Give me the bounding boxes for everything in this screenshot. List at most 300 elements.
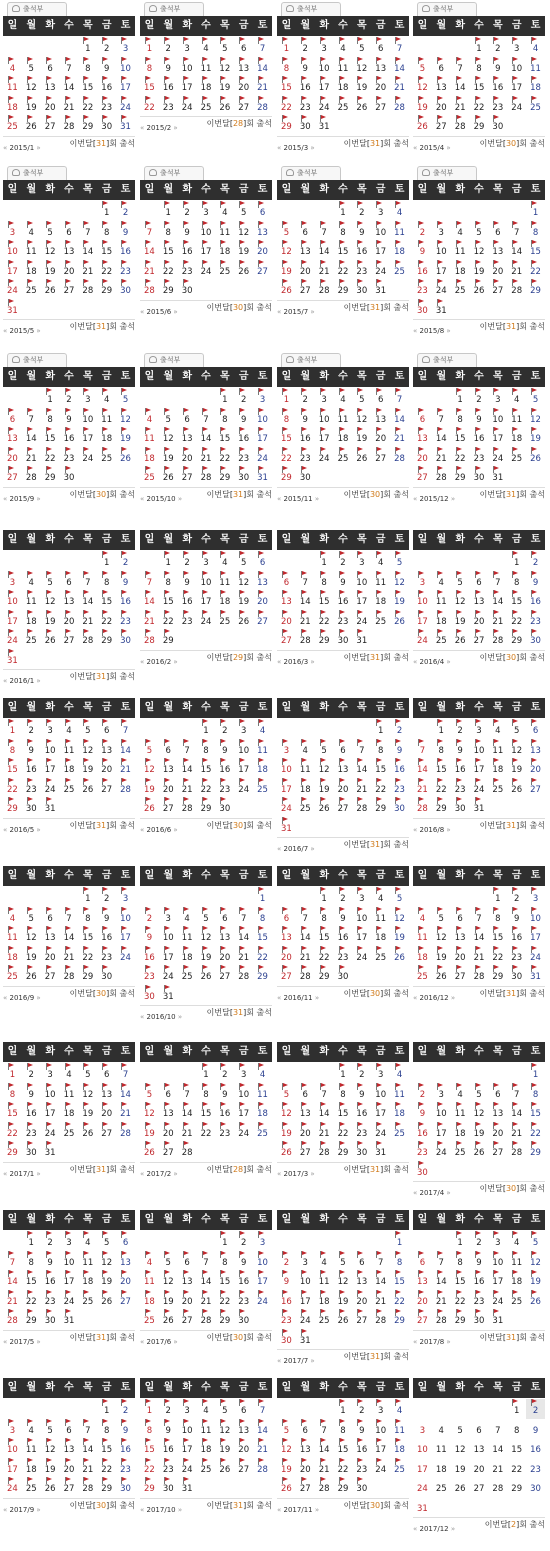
day-cell[interactable] [390,739,409,759]
day-cell[interactable] [526,610,545,630]
day-cell[interactable] [470,221,489,241]
day-cell[interactable] [253,240,272,260]
day-cell[interactable] [253,739,272,759]
day-cell[interactable] [3,1083,22,1103]
day-cell[interactable] [526,1419,545,1439]
day-cell[interactable] [432,1458,451,1478]
day-cell[interactable] [352,1102,371,1122]
day-cell[interactable] [215,1251,234,1271]
prev-month-icon[interactable]: « [140,307,147,316]
day-cell[interactable] [197,590,216,610]
next-month-icon[interactable]: » [444,327,451,335]
day-cell[interactable] [116,926,135,946]
day-cell[interactable] [3,447,22,467]
day-cell[interactable] [334,37,353,57]
day-cell[interactable] [60,1270,79,1290]
day-cell[interactable] [159,1102,178,1122]
day-cell[interactable] [97,629,116,649]
prev-month-icon[interactable]: « [140,1505,147,1514]
day-cell[interactable] [315,1270,334,1290]
day-cell[interactable] [371,57,390,77]
day-cell[interactable] [78,1231,97,1251]
day-cell[interactable] [507,1399,526,1419]
day-cell[interactable] [22,447,41,467]
prev-month-icon[interactable]: « [140,124,147,132]
day-cell[interactable] [352,571,371,591]
day-cell[interactable] [390,1419,409,1439]
day-cell[interactable] [116,1419,135,1439]
day-cell[interactable] [352,1309,371,1329]
day-cell[interactable] [253,719,272,739]
day-cell[interactable] [60,610,79,630]
day-cell[interactable] [451,260,470,280]
day-cell[interactable] [432,907,451,927]
day-cell[interactable] [315,1141,334,1161]
day-cell[interactable] [451,388,470,408]
day-cell[interactable] [470,719,489,739]
attendance-tab[interactable] [417,2,477,16]
day-cell[interactable] [97,447,116,467]
day-cell[interactable] [352,240,371,260]
day-cell[interactable] [507,629,526,649]
day-cell[interactable] [277,965,296,985]
day-cell[interactable] [253,887,272,907]
day-cell[interactable] [451,1477,470,1497]
day-cell[interactable] [488,115,507,135]
day-cell[interactable] [41,1477,60,1497]
day-cell[interactable] [432,1102,451,1122]
day-cell[interactable] [352,279,371,299]
day-cell[interactable] [390,719,409,739]
day-cell[interactable] [315,739,334,759]
day-cell[interactable] [22,778,41,798]
day-cell[interactable] [277,758,296,778]
day-cell[interactable] [215,96,234,116]
day-cell[interactable] [234,965,253,985]
day-cell[interactable] [197,1102,216,1122]
day-cell[interactable] [22,96,41,116]
day-cell[interactable] [60,388,79,408]
day-cell[interactable] [296,1458,315,1478]
day-cell[interactable] [296,778,315,798]
day-cell[interactable] [22,1102,41,1122]
day-cell[interactable] [315,571,334,591]
day-cell[interactable] [116,758,135,778]
day-cell[interactable] [488,719,507,739]
day-cell[interactable] [159,1419,178,1439]
day-cell[interactable] [140,57,159,77]
day-cell[interactable] [488,388,507,408]
day-cell[interactable] [470,1419,489,1439]
day-cell[interactable] [277,590,296,610]
day-cell[interactable] [390,610,409,630]
day-cell[interactable] [470,57,489,77]
day-cell[interactable] [234,1458,253,1478]
day-cell[interactable] [315,427,334,447]
day-cell[interactable] [334,797,353,817]
day-cell[interactable] [296,1270,315,1290]
day-cell[interactable] [432,1122,451,1142]
day-cell[interactable] [178,96,197,116]
day-cell[interactable] [352,221,371,241]
day-cell[interactable] [526,778,545,798]
day-cell[interactable] [234,57,253,77]
day-cell[interactable] [197,57,216,77]
day-cell[interactable] [159,1270,178,1290]
day-cell[interactable] [413,1083,432,1103]
day-cell[interactable] [334,76,353,96]
day-cell[interactable] [315,447,334,467]
day-cell[interactable] [178,1141,197,1161]
day-cell[interactable] [97,1083,116,1103]
day-cell[interactable] [371,1270,390,1290]
day-cell[interactable] [470,629,489,649]
day-cell[interactable] [334,1083,353,1103]
day-cell[interactable] [234,260,253,280]
day-cell[interactable] [97,240,116,260]
day-cell[interactable] [116,946,135,966]
day-cell[interactable] [234,427,253,447]
day-cell[interactable] [451,76,470,96]
day-cell[interactable] [60,719,79,739]
day-cell[interactable] [197,551,216,571]
day-cell[interactable] [234,946,253,966]
day-cell[interactable] [253,1122,272,1142]
day-cell[interactable] [526,279,545,299]
day-cell[interactable] [413,221,432,241]
day-cell[interactable] [215,778,234,798]
day-cell[interactable] [526,965,545,985]
day-cell[interactable] [215,1290,234,1310]
day-cell[interactable] [352,447,371,467]
day-cell[interactable] [215,965,234,985]
day-cell[interactable] [3,1419,22,1439]
day-cell[interactable] [334,1399,353,1419]
day-cell[interactable] [140,778,159,798]
day-cell[interactable] [3,719,22,739]
day-cell[interactable] [488,1419,507,1439]
day-cell[interactable] [413,1419,432,1439]
day-cell[interactable] [526,388,545,408]
day-cell[interactable] [234,926,253,946]
day-cell[interactable] [97,926,116,946]
day-cell[interactable] [451,96,470,116]
day-cell[interactable] [334,1290,353,1310]
day-cell[interactable] [277,1329,296,1349]
day-cell[interactable] [352,926,371,946]
day-cell[interactable] [78,57,97,77]
day-cell[interactable] [315,408,334,428]
day-cell[interactable] [3,739,22,759]
day-cell[interactable] [526,758,545,778]
day-cell[interactable] [488,1270,507,1290]
day-cell[interactable] [413,907,432,927]
day-cell[interactable] [277,279,296,299]
day-cell[interactable] [315,1438,334,1458]
day-cell[interactable] [277,817,296,837]
next-month-icon[interactable]: » [312,494,320,503]
day-cell[interactable] [371,1399,390,1419]
day-cell[interactable] [432,466,451,486]
day-cell[interactable] [116,907,135,927]
day-cell[interactable] [197,1309,216,1329]
day-cell[interactable] [60,739,79,759]
next-month-icon[interactable]: » [171,307,178,316]
day-cell[interactable] [3,946,22,966]
day-cell[interactable] [41,1122,60,1142]
day-cell[interactable] [234,1102,253,1122]
day-cell[interactable] [197,610,216,630]
day-cell[interactable] [97,1231,116,1251]
day-cell[interactable] [22,758,41,778]
day-cell[interactable] [277,907,296,927]
day-cell[interactable] [432,447,451,467]
prev-month-icon[interactable]: « [413,143,420,152]
day-cell[interactable] [159,279,178,299]
day-cell[interactable] [334,1270,353,1290]
day-cell[interactable] [507,279,526,299]
day-cell[interactable] [526,739,545,759]
day-cell[interactable] [140,447,159,467]
day-cell[interactable] [116,887,135,907]
day-cell[interactable] [215,1231,234,1251]
next-month-icon[interactable]: » [171,1337,178,1346]
day-cell[interactable] [140,1251,159,1271]
day-cell[interactable] [277,1270,296,1290]
day-cell[interactable] [22,1141,41,1161]
day-cell[interactable] [488,1477,507,1497]
day-cell[interactable] [488,590,507,610]
day-cell[interactable] [78,1438,97,1458]
day-cell[interactable] [413,758,432,778]
next-month-icon[interactable]: » [448,1525,456,1533]
day-cell[interactable] [22,571,41,591]
day-cell[interactable] [507,926,526,946]
day-cell[interactable] [413,279,432,299]
day-cell[interactable] [277,76,296,96]
day-cell[interactable] [78,590,97,610]
day-cell[interactable] [390,797,409,817]
day-cell[interactable] [140,797,159,817]
day-cell[interactable] [253,778,272,798]
day-cell[interactable] [277,1438,296,1458]
day-cell[interactable] [140,1102,159,1122]
day-cell[interactable] [526,571,545,591]
day-cell[interactable] [296,76,315,96]
day-cell[interactable] [215,946,234,966]
day-cell[interactable] [159,427,178,447]
day-cell[interactable] [22,57,41,77]
day-cell[interactable] [488,76,507,96]
day-cell[interactable] [41,758,60,778]
day-cell[interactable] [432,1083,451,1103]
day-cell[interactable] [22,610,41,630]
day-cell[interactable] [507,447,526,467]
day-cell[interactable] [390,57,409,77]
day-cell[interactable] [116,778,135,798]
day-cell[interactable] [371,1083,390,1103]
day-cell[interactable] [140,946,159,966]
day-cell[interactable] [334,739,353,759]
day-cell[interactable] [352,1063,371,1083]
day-cell[interactable] [352,201,371,221]
day-cell[interactable] [159,96,178,116]
day-cell[interactable] [371,946,390,966]
day-cell[interactable] [334,629,353,649]
day-cell[interactable] [488,240,507,260]
day-cell[interactable] [197,719,216,739]
day-cell[interactable] [315,887,334,907]
day-cell[interactable] [178,1419,197,1439]
day-cell[interactable] [371,739,390,759]
day-cell[interactable] [215,1419,234,1439]
day-cell[interactable] [253,466,272,486]
day-cell[interactable] [371,571,390,591]
day-cell[interactable] [526,1399,545,1419]
day-cell[interactable] [234,551,253,571]
day-cell[interactable] [253,221,272,241]
day-cell[interactable] [97,115,116,135]
day-cell[interactable] [60,907,79,927]
attendance-tab[interactable] [417,353,477,367]
day-cell[interactable] [178,221,197,241]
day-cell[interactable] [526,1438,545,1458]
day-cell[interactable] [334,201,353,221]
day-cell[interactable] [507,1290,526,1310]
day-cell[interactable] [488,758,507,778]
day-cell[interactable] [215,1399,234,1419]
day-cell[interactable] [78,1102,97,1122]
day-cell[interactable] [140,985,159,1005]
day-cell[interactable] [197,1122,216,1142]
day-cell[interactable] [432,427,451,447]
day-cell[interactable] [22,408,41,428]
day-cell[interactable] [253,1290,272,1310]
day-cell[interactable] [451,719,470,739]
day-cell[interactable] [116,1122,135,1142]
day-cell[interactable] [315,797,334,817]
day-cell[interactable] [488,466,507,486]
day-cell[interactable] [253,260,272,280]
day-cell[interactable] [78,221,97,241]
day-cell[interactable] [390,1251,409,1271]
day-cell[interactable] [253,758,272,778]
prev-month-icon[interactable]: « [277,307,284,316]
day-cell[interactable] [159,907,178,927]
day-cell[interactable] [413,1141,432,1161]
day-cell[interactable] [253,96,272,116]
day-cell[interactable] [60,240,79,260]
day-cell[interactable] [78,427,97,447]
day-cell[interactable] [488,571,507,591]
day-cell[interactable] [178,797,197,817]
day-cell[interactable] [334,571,353,591]
day-cell[interactable] [234,96,253,116]
day-cell[interactable] [140,1309,159,1329]
day-cell[interactable] [3,1141,22,1161]
day-cell[interactable] [178,279,197,299]
day-cell[interactable] [197,1083,216,1103]
day-cell[interactable] [390,1063,409,1083]
day-cell[interactable] [390,1438,409,1458]
day-cell[interactable] [413,571,432,591]
day-cell[interactable] [60,76,79,96]
prev-month-icon[interactable]: « [413,993,420,1002]
day-cell[interactable] [60,629,79,649]
day-cell[interactable] [253,201,272,221]
day-cell[interactable] [253,1063,272,1083]
day-cell[interactable] [60,1231,79,1251]
day-cell[interactable] [97,279,116,299]
day-cell[interactable] [78,965,97,985]
day-cell[interactable] [159,965,178,985]
day-cell[interactable] [432,115,451,135]
day-cell[interactable] [60,427,79,447]
day-cell[interactable] [488,965,507,985]
day-cell[interactable] [470,926,489,946]
day-cell[interactable] [3,260,22,280]
day-cell[interactable] [296,907,315,927]
day-cell[interactable] [60,1419,79,1439]
day-cell[interactable] [470,946,489,966]
day-cell[interactable] [41,1270,60,1290]
day-cell[interactable] [432,946,451,966]
day-cell[interactable] [197,1251,216,1271]
day-cell[interactable] [277,1251,296,1271]
day-cell[interactable] [488,427,507,447]
day-cell[interactable] [116,551,135,571]
day-cell[interactable] [470,739,489,759]
day-cell[interactable] [159,76,178,96]
day-cell[interactable] [197,1063,216,1083]
prev-month-icon[interactable]: « [413,825,420,834]
day-cell[interactable] [470,408,489,428]
day-cell[interactable] [78,571,97,591]
day-cell[interactable] [277,926,296,946]
attendance-tab[interactable] [7,166,67,180]
day-cell[interactable] [159,1251,178,1271]
day-cell[interactable] [22,907,41,927]
day-cell[interactable] [178,610,197,630]
day-cell[interactable] [352,388,371,408]
day-cell[interactable] [488,887,507,907]
day-cell[interactable] [41,610,60,630]
day-cell[interactable] [60,1063,79,1083]
day-cell[interactable] [197,797,216,817]
next-month-icon[interactable]: » [171,825,178,834]
day-cell[interactable] [451,1102,470,1122]
day-cell[interactable] [253,37,272,57]
day-cell[interactable] [97,1270,116,1290]
day-cell[interactable] [60,1102,79,1122]
day-cell[interactable] [3,629,22,649]
day-cell[interactable] [296,1251,315,1271]
day-cell[interactable] [371,76,390,96]
day-cell[interactable] [178,1438,197,1458]
day-cell[interactable] [315,260,334,280]
day-cell[interactable] [215,1438,234,1458]
day-cell[interactable] [315,965,334,985]
day-cell[interactable] [470,1270,489,1290]
day-cell[interactable] [178,907,197,927]
day-cell[interactable] [215,408,234,428]
day-cell[interactable] [296,37,315,57]
day-cell[interactable] [390,447,409,467]
day-cell[interactable] [507,408,526,428]
day-cell[interactable] [413,965,432,985]
day-cell[interactable] [451,965,470,985]
day-cell[interactable] [352,797,371,817]
